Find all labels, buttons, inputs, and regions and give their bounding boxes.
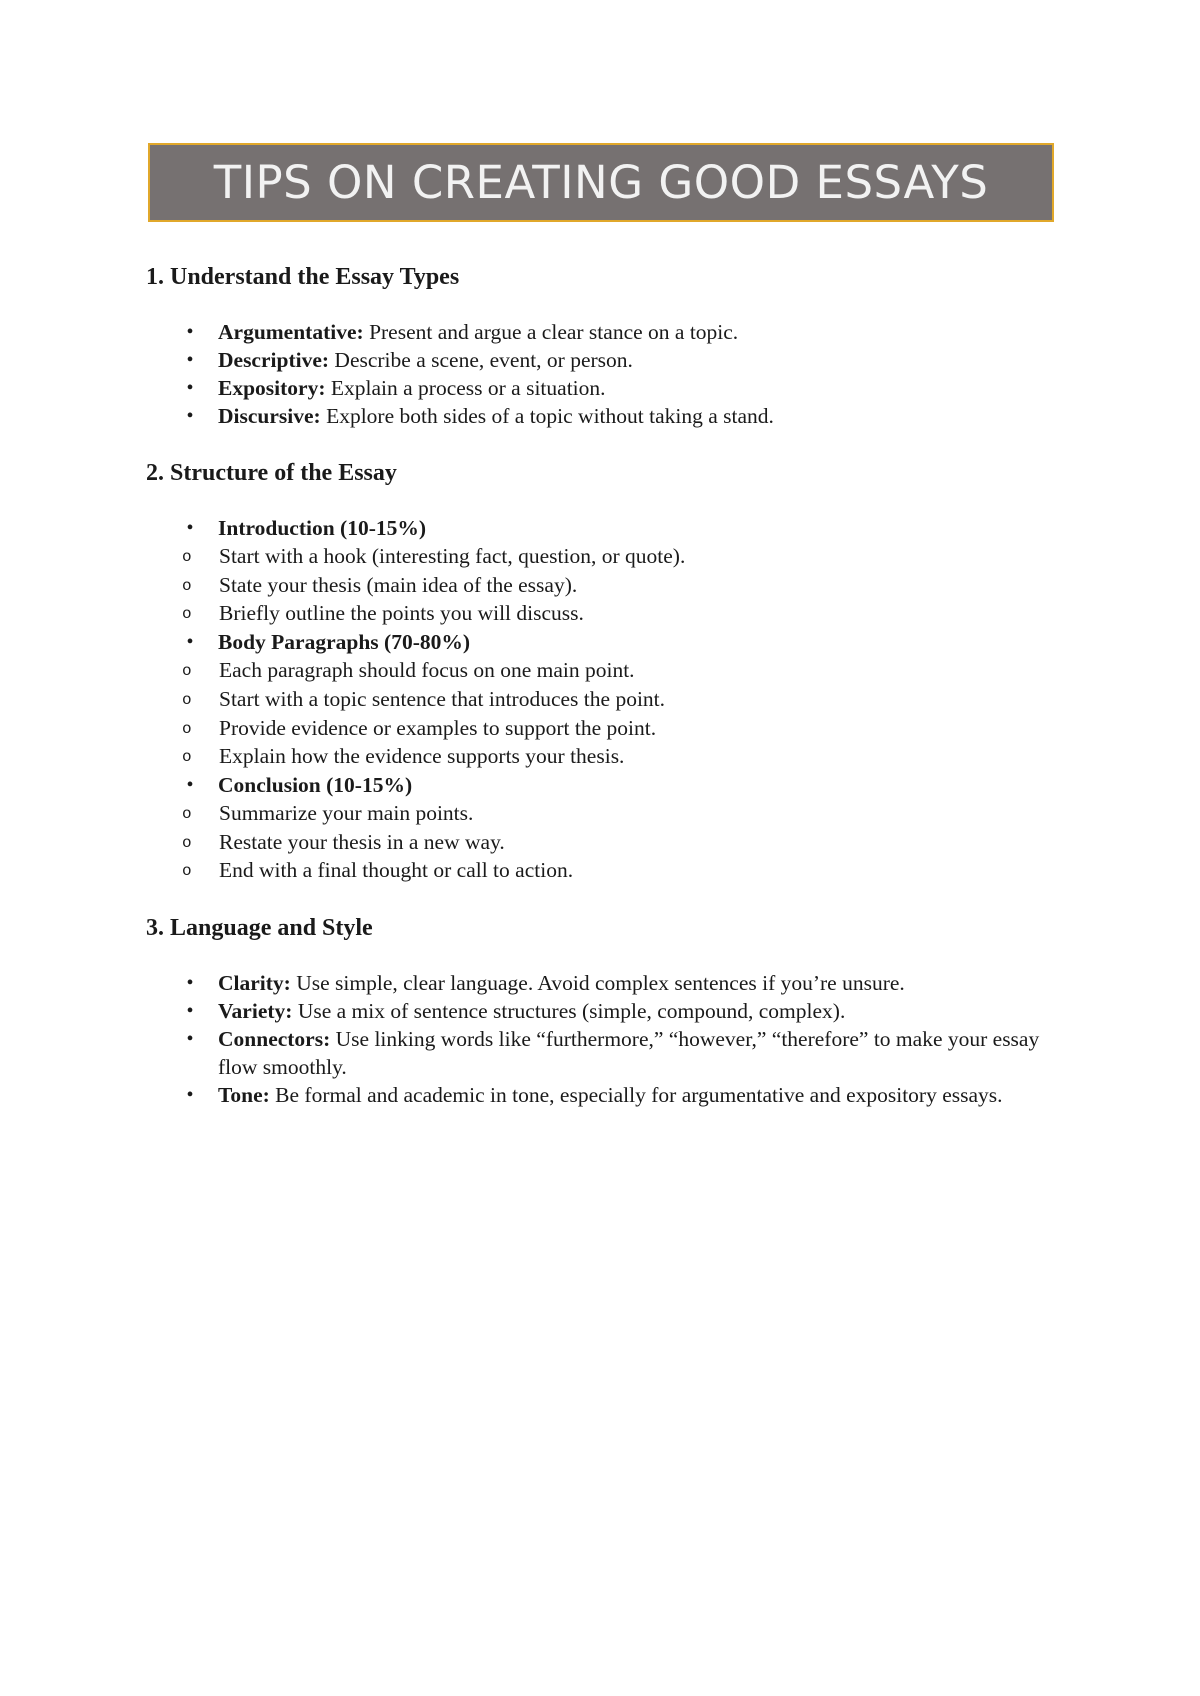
circle-bullet-icon: o: [182, 804, 192, 823]
circle-bullet-icon: o: [182, 662, 192, 681]
sub-list-item: [146, 856, 1076, 885]
item-term: Variety:: [218, 999, 293, 1024]
circle-bullet-icon: o: [182, 833, 192, 852]
language-style-list: [146, 969, 1076, 1109]
item-term: Introduction (10-15%): [218, 516, 427, 540]
list-item: [146, 997, 1076, 1025]
circle-bullet-icon: o: [182, 548, 192, 566]
sub-list-container: [146, 656, 1076, 771]
circle-bullet-icon: o: [182, 719, 192, 738]
sub-item-text: Start with a hook (interesting fact, question, or quote).: [219, 544, 686, 568]
sub-list-item: [146, 799, 1076, 828]
sub-list-container: [146, 542, 1076, 628]
bullet-icon: •: [186, 377, 194, 399]
sub-item-text: End with a final thought or call to action.: [219, 858, 574, 883]
sub-item-text: Restate your thesis in a new way.: [219, 829, 505, 854]
bullet-icon: •: [186, 349, 194, 371]
circle-bullet-icon: o: [182, 576, 192, 595]
section-essay-structure: [146, 458, 1076, 885]
item-term: Descriptive:: [218, 348, 330, 372]
section-language-style: [146, 913, 1076, 1109]
bullet-icon: •: [186, 517, 194, 539]
bullet-icon: •: [186, 1084, 194, 1107]
sub-item-text: Provide evidence or examples to support the point.: [219, 715, 657, 740]
item-term: Discursive:: [218, 404, 321, 428]
bullet-icon: •: [186, 321, 194, 343]
list-item: [146, 969, 1076, 997]
list-item: [146, 771, 1076, 799]
item-term: Conclusion (10-15%): [218, 772, 413, 797]
bullet-icon: •: [186, 1000, 194, 1023]
sub-list-item: [146, 571, 1076, 600]
circle-bullet-icon: o: [182, 862, 192, 881]
sub-list-item: [146, 542, 1076, 571]
item-term: Expository:: [218, 376, 326, 400]
list-item: [146, 346, 1076, 374]
item-text: Use simple, clear language. Avoid complex sentences if you’re unsure.: [290, 971, 905, 996]
bullet-icon: •: [186, 405, 194, 427]
sub-list-item: [146, 714, 1076, 743]
essay-types-list: [146, 318, 1076, 430]
item-term: Clarity:: [218, 971, 291, 996]
item-text: Present and argue a clear stance on a topic.: [363, 320, 739, 344]
circle-bullet-icon: o: [182, 690, 192, 709]
sub-item-text: Summarize your main points.: [219, 800, 474, 825]
item-term: Body Paragraphs (70-80%): [218, 630, 471, 655]
bullet-icon: •: [186, 1028, 194, 1051]
bullet-icon: •: [186, 773, 194, 796]
item-text: Use a mix of sentence structures (simple, compound, complex).: [292, 999, 846, 1024]
item-term: Tone:: [218, 1083, 270, 1108]
title-banner: [148, 143, 1054, 222]
list-item: [146, 318, 1076, 346]
circle-bullet-icon: o: [182, 748, 192, 767]
section-essay-types: [146, 262, 1076, 430]
list-item: [146, 402, 1076, 430]
section-heading: 2. Structure of the Essay: [146, 460, 397, 486]
sub-list-item: [146, 685, 1076, 714]
document-title: TIPS ON CREATING GOOD ESSAYS: [213, 156, 989, 209]
list-item: [146, 1025, 1076, 1081]
item-text: Explain a process or a situation.: [325, 376, 606, 400]
item-text: Use linking words like “furthermore,” “however,” “therefore” to make your essay flow smoothly.: [218, 1027, 1040, 1080]
sub-list-item: [146, 656, 1076, 685]
sub-item-text: Start with a topic sentence that introduces the point.: [219, 686, 666, 711]
item-text: Describe a scene, event, or person.: [329, 348, 633, 372]
list-item: [146, 374, 1076, 402]
item-term: Connectors:: [218, 1027, 331, 1052]
bullet-icon: •: [186, 631, 194, 654]
sub-item-text: State your thesis (main idea of the essay).: [219, 572, 578, 597]
item-text: Be formal and academic in tone, especially for argumentative and expository essays.: [269, 1083, 1003, 1108]
sub-item-text: Each paragraph should focus on one main point.: [219, 658, 635, 683]
list-item: [146, 628, 1076, 656]
conclusion-sub-list: [146, 799, 1076, 885]
section-heading: 1. Understand the Essay Types: [146, 264, 460, 290]
sub-list-item: [146, 599, 1076, 628]
circle-bullet-icon: o: [182, 605, 192, 624]
sub-list-item: [146, 828, 1076, 857]
document-body: [146, 262, 1076, 1109]
sub-list-item: [146, 742, 1076, 771]
sub-item-text: Briefly outline the points you will discuss.: [219, 601, 584, 626]
item-term: Argumentative:: [218, 320, 364, 344]
list-item: [146, 514, 1076, 542]
list-item: [146, 1081, 1076, 1109]
item-text: Explore both sides of a topic without taking a stand.: [320, 404, 774, 428]
bullet-icon: •: [186, 972, 194, 995]
sub-item-text: Explain how the evidence supports your thesis.: [219, 744, 625, 769]
introduction-sub-list: [146, 542, 1076, 628]
structure-list: [146, 514, 1076, 885]
section-heading: 3. Language and Style: [146, 915, 373, 942]
sub-list-container: [146, 799, 1076, 885]
body-paragraphs-sub-list: [146, 656, 1076, 771]
